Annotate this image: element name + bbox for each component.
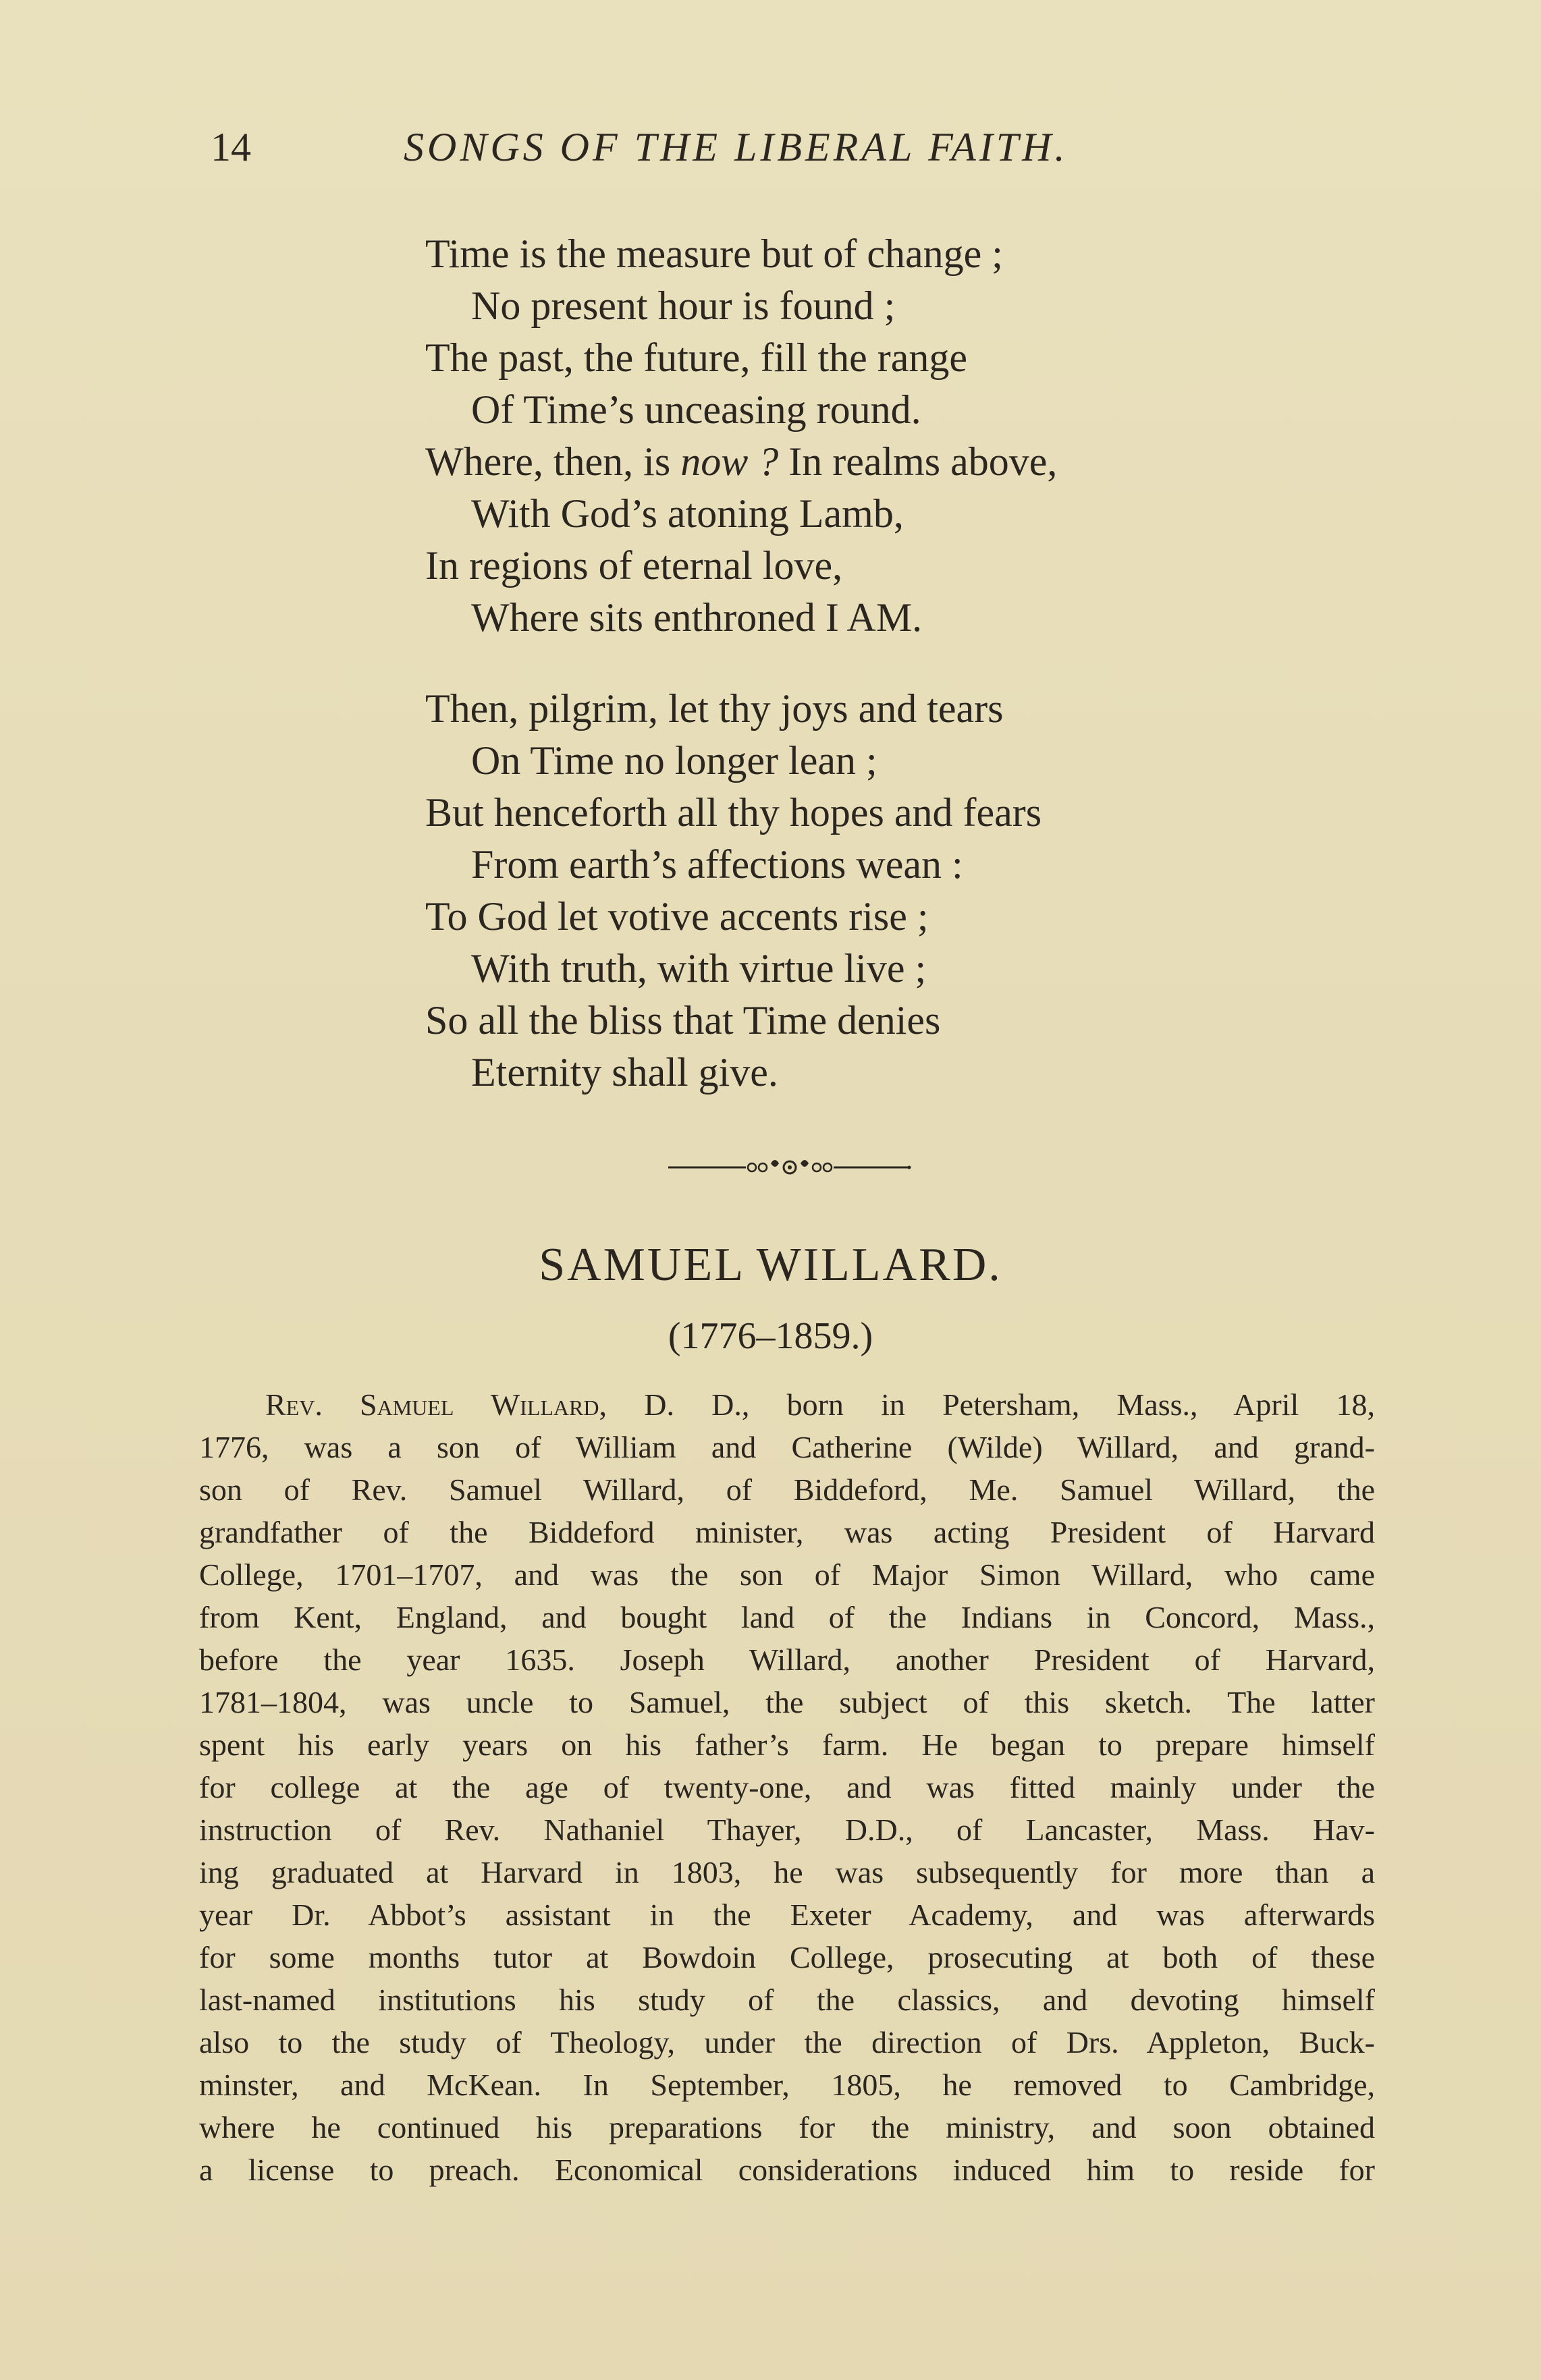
page-header <box>0 120 1541 174</box>
poem <box>425 228 1303 1099</box>
bio-lead-name: Rev. Samuel Willard, <box>265 1387 607 1422</box>
bio-line-text: D. D., born in Petersham, Mass., April 18, <box>644 1387 1375 1422</box>
poem-line: No present hour is found ; <box>471 283 896 328</box>
bio-line: last-named institutions his study of the classics, and devoting himself <box>199 1983 1375 2017</box>
page-number: 14 <box>211 125 251 169</box>
bio-line: for college at the age of twenty-one, and was fitted mainly under the <box>199 1770 1375 1804</box>
poem-line: So all the bliss that Time denies <box>425 998 941 1043</box>
bio-line: grandfather of the Biddeford minister, was acting President of Harvard <box>199 1515 1375 1549</box>
bio-line: 1781–1804, was uncle to Samuel, the subject of this sketch. The latter <box>199 1685 1375 1719</box>
bio-line: minster, and McKean. In September, 1805, he removed to Cambridge, <box>199 2068 1375 2102</box>
poem-stanza-2 <box>425 683 1303 1099</box>
bio-line: College, 1701–1707, and was the son of Major Simon Willard, who came <box>199 1557 1375 1592</box>
poem-line: Then, pilgrim, let thy joys and tears <box>425 686 1004 731</box>
bio-line: where he continued his preparations for the ministry, and soon obtained <box>199 2110 1375 2144</box>
poem-line: To God let votive accents rise ; <box>425 894 929 939</box>
bio-line: ing graduated at Harvard in 1803, he was subsequently for more than a <box>199 1855 1375 1889</box>
poem-line: But henceforth all thy hopes and fears <box>425 790 1042 835</box>
poem-line: With truth, with virtue live ; <box>471 946 927 991</box>
poem-line: In regions of eternal love, <box>425 543 843 588</box>
poem-line-emphasis: now ? <box>680 439 779 484</box>
poem-line: The past, the future, fill the range <box>425 335 968 380</box>
poem-line: On Time no longer lean ; <box>471 738 877 783</box>
section-dates: (1776–1859.) <box>668 1315 873 1357</box>
section-title: SAMUEL WILLARD. <box>539 1239 1002 1291</box>
poem-line-part: In realms above, <box>788 439 1058 484</box>
bio-line: year Dr. Abbot’s assistant in the Exeter Academy, and was afterwards <box>199 1898 1375 1932</box>
bio-line: also to the study of Theology, under the direction of Drs. Appleton, Buck- <box>199 2025 1375 2059</box>
poem-line-part: Where, then, is <box>425 439 671 484</box>
biography-text <box>199 1383 1375 2191</box>
bio-line: 1776, was a son of William and Catherine (Wilde) Willard, and grand- <box>199 1430 1375 1464</box>
poem-line <box>425 436 1303 488</box>
bio-line: instruction of Rev. Nathaniel Thayer, D.D., of Lancaster, Mass. Hav- <box>199 1812 1375 1847</box>
running-title: SONGS OF THE LIBERAL FAITH. <box>404 125 1069 169</box>
ornament-divider-icon <box>668 1154 911 1181</box>
poem-line: From earth’s affections wean : <box>471 842 963 887</box>
poem-line: Where sits enthroned I AM. <box>471 595 923 640</box>
bio-line: before the year 1635. Joseph Willard, another President of Harvard, <box>199 1642 1375 1677</box>
poem-stanza-1 <box>425 228 1303 644</box>
poem-line: With God’s atoning Lamb, <box>471 491 904 536</box>
bio-line: from Kent, England, and bought land of the Indians in Concord, Mass., <box>199 1600 1375 1634</box>
bio-line: for some months tutor at Bowdoin College, prosecuting at both of these <box>199 1940 1375 1974</box>
poem-line: Eternity shall give. <box>471 1050 778 1095</box>
poem-line: Of Time’s unceasing round. <box>471 387 921 432</box>
bio-line <box>199 1383 1375 1426</box>
bio-line: son of Rev. Samuel Willard, of Biddeford, Me. Samuel Willard, the <box>199 1472 1375 1507</box>
bio-line: spent his early years on his father’s farm. He began to prepare himself <box>199 1727 1375 1762</box>
bio-line: a license to preach. Economical considerations induced him to reside for <box>199 2153 1375 2187</box>
poem-line: Time is the measure but of change ; <box>425 231 1003 276</box>
